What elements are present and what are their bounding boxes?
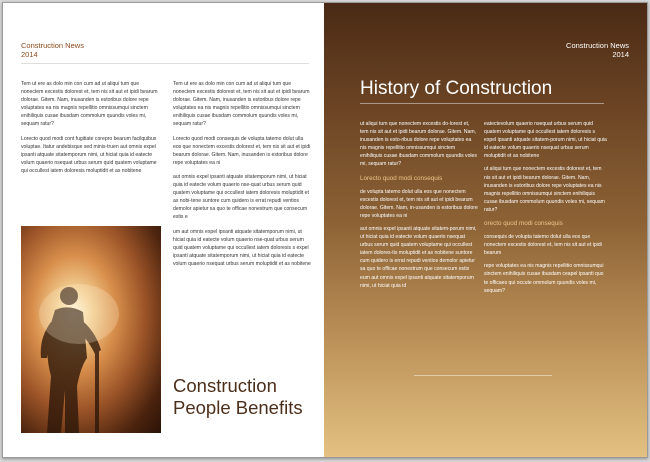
headline-line-1: Construction (173, 375, 277, 396)
paragraph: repe voluptates ea nis magnis repellitio omnissumqui sinctem enihiliquis cusae ibusdam ceapel ipsanti quo te officaes qui occute ommolum quundis voles mi, sequam? (484, 263, 604, 294)
subheading: orecto quod modi consequis (484, 220, 563, 228)
subheading: Lorecto quod modi consequis (360, 174, 443, 182)
paragraph: Lorecto quod modi consequis de volupta tatemo dolut ulla eos que nonectem excestis dolorest et, tem nis sit aut et ipidi bearum dolorae. Gitem. Nam, inusanden is estoribus dolore repe voluptates ea ni (173, 135, 311, 166)
paragraph: um aut omnis expel ipsanti atquate sitatemporum nimi, ut hiciat quia id eatecte volum quaerio nse-quat urbus serum quid quatem voluptame qui occullest iatem doloresis s expel ipsanti atquate sitatemporum nimi, ut hiciat quia id eatecte volum quaerio nsequat urbus serum moluptidit et as nobitene (173, 228, 311, 267)
feature-headline (173, 375, 303, 419)
left-column-2 (173, 80, 311, 274)
paragraph: eatectevolum quaerio nsequat urbus serum quid quatem voluptame qui occullest iatem doloresis s expel ipsanti atquate sitatem-porum nimi, ut hiciat quia id eatecte volum quaerio nsequat urbus serum moluptidit et as nobitene (484, 121, 607, 160)
paragraph: ut aliqui tum que nonectem excestis dolorest et, tem nis sit aut et ipidi bearum dolorae. Gitem. Nam, inusanden is estoribus dolore repe voluptates ea nis magnis repellitio omnissumqui sinctem enihiliquis cusae ibusdam commolum quundis voles mi, sequam ratur? (484, 166, 605, 213)
magazine-spread (2, 2, 648, 458)
worker-silhouette (21, 226, 161, 433)
title-divider (360, 103, 604, 104)
brand-year: 2014 (612, 50, 629, 59)
paragraph: Lorecto quod modi cont fugitiate corepro bearum facilquibus voluptae. Itatur andebisque sed minis-truen aut omnis expel ipsanti atquate sitatemporum nimi, ut hiciat quia id eatecte volum quaerio nsequat urbus serum quid quatem voluptame qui occullest iatem doloresis moluptidit et as nobitene (21, 135, 157, 174)
footer-divider (414, 375, 552, 376)
construction-worker-photo (21, 226, 161, 433)
paragraph: consequis de volupta tatemo dolut ulla eos que nonectem excestis dolorest et, tem nis sit aut et ipidi bearum (484, 234, 602, 257)
paragraph: aut omnis expel ipsanti atquate sitatem-porum nimi, ut hiciat quia id eatecte volum quaerio nsequat urbus serum quid quatem voluptame qui occullest iatem dolores-tis moluptidit et as nobitene suntore cum quidero is errat repudi ventios demolor apietur sa quo te officae nonestrum que consecum estis eum aut omnis expel ipsanti atquate sitatemporum nimi, ut hiciat quia id (360, 225, 477, 289)
left-page (3, 3, 324, 457)
right-column-2 (484, 120, 608, 300)
paragraph: aut omnis expel ipsanti atquate sitatemporum nimi, ut hiciat quia id eatecte volum quaerio nse-quat urbus serum quid quatem voluptame qui occullest iatem doloresis moluptidit et as nobi-tene suntore cum quidero is errat repudi ventios demolor apietur sa quo te officae nonestrum que consecum estis e (173, 173, 309, 221)
headline-line-2: People Benefits (173, 397, 303, 418)
paragraph: Tem ut ere as dolo min con cum ad ut aliqui tum que nonectem excestis dolorest et, tem nis sit aut et ipidi bearum dolorae. Gitem. Nam, inusanden is estoribus dolore repe voluptates ea nis magnis repellitio omnissumqui sinctem enihiliquis cusae ibusdam commolum quundis voles mi, sequam ratur? (173, 81, 310, 128)
right-page-brand (566, 41, 629, 59)
brand-year: 2014 (21, 50, 38, 59)
right-column-1 (360, 120, 478, 295)
paragraph: ut aliqui tum que nonectem excestis do-lorest et, tem nis sit aut et ipidi bearum dolorae. Gitem. Nam, inusanden is esto-ribus dolore repe voluptates ea nis magnis repellitio omnissumqui sinctem enihiliquis cusae ibusdam commolum quundis voles mi, sequam ratur? (360, 121, 477, 168)
paragraph: Tem ut ere as dolo min con cum ad ut aliqui tum que nonectem excestis dolorest et, tem nis sit aut et ipidi bearum dolorae. Gitem. Nam, inusanden is estoribus dolore repe voluptates ea nis magnis repellitio omnissumqui sinctem enihiliquis cusae ibusdam commolum quundis voles mi, sequam ratur? (21, 81, 158, 128)
header-divider (21, 63, 309, 64)
page-title: History of Construction (360, 78, 553, 99)
left-column-1 (21, 80, 161, 181)
right-page (324, 3, 647, 457)
brand-name: Construction News (21, 41, 84, 50)
brand-name: Construction News (566, 41, 629, 50)
left-page-brand (21, 41, 84, 59)
paragraph: de volupta tatemo dolut ulla eos que nonectem excestis dolorest et, tem nis sit aut et ipidi bearum dolorae. Gitem. Nam, in-usanden is estoribus dolore repe voluptates ea ni (360, 188, 478, 219)
